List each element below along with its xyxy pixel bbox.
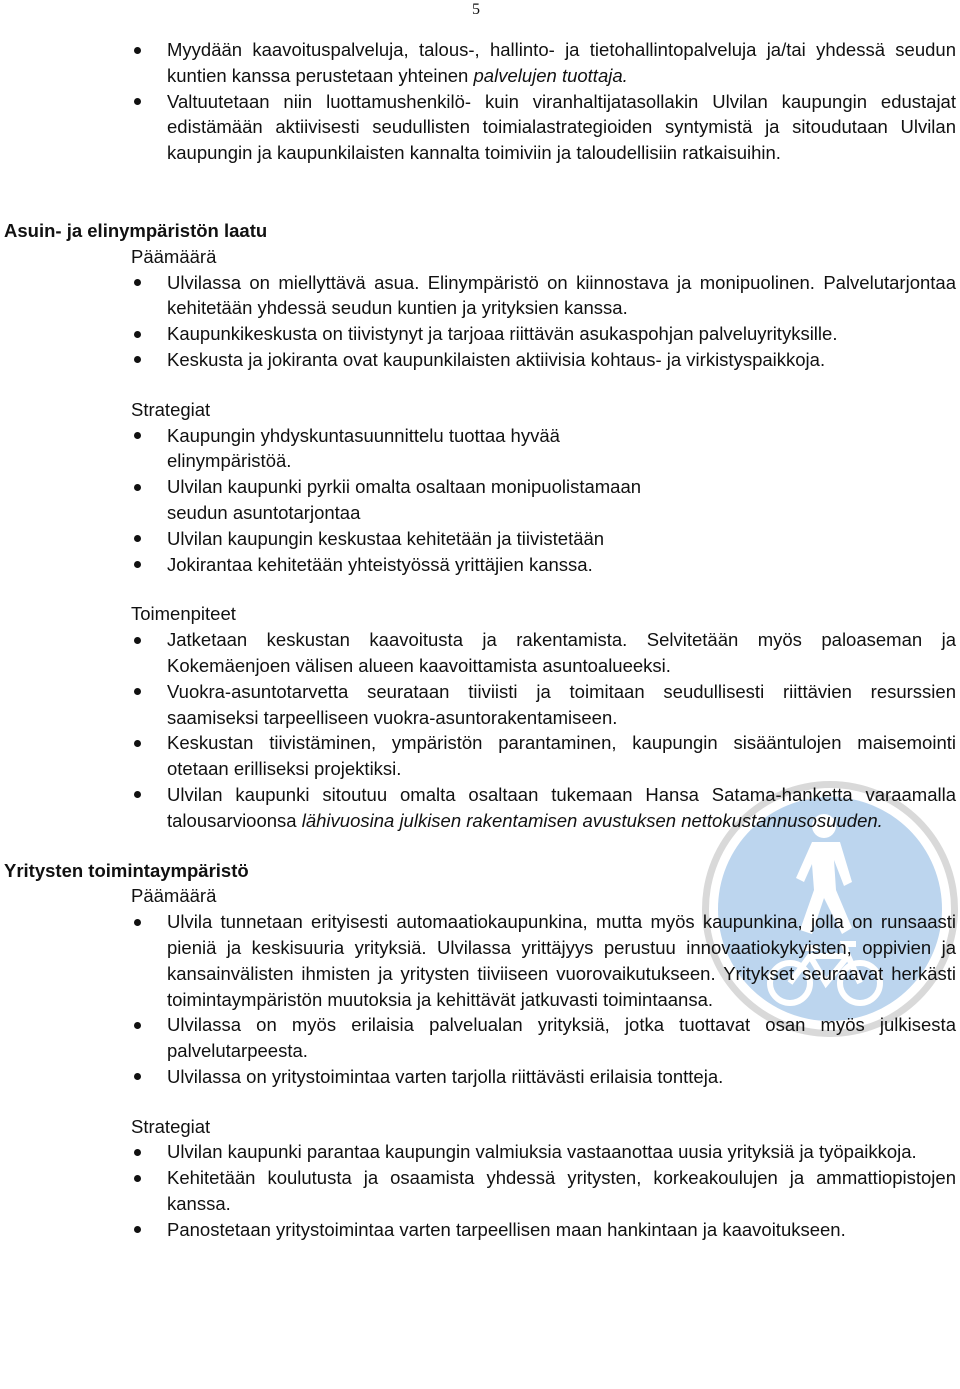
section-title-yritys: Yritysten toimintaympäristö <box>4 859 249 881</box>
action-list <box>0 627 960 833</box>
goal-list <box>0 270 960 373</box>
list-item: Keskustan tiivistäminen, ympäristön parantaminen, kaupungin sisääntulojen maisemointi otetaan erilliseksi projektiksi. <box>0 730 960 782</box>
list-item: Kaupungin yhdyskuntasuunnittelu tuottaa hyvää elinympäristöä. <box>0 423 960 475</box>
list-item: Ulvilassa on myös erilaisia palvelualan yrityksiä, jotka tuottavat osan myös julkisesta palvelutarpeesta. <box>0 1012 960 1064</box>
list-item: Panostetaan yritystoimintaa varten tarpeellisen maan hankintaan ja kaavoitukseen. <box>0 1217 960 1243</box>
list-item: Keskusta ja jokiranta ovat kaupunkilaisten aktiivisia kohtaus- ja virkistyspaikkoja. <box>0 347 960 373</box>
goal-heading: Päämäärä <box>131 245 217 267</box>
list-item: Jatketaan keskustan kaavoitusta ja rakentamista. Selvitetään myös paloaseman ja Kokemäenjoen välisen alueen kaavoittamista asuntoalueeksi. <box>0 627 960 679</box>
goal-heading: Päämäärä <box>131 885 217 907</box>
list-item: Kehitetään koulutusta ja osaamista yhdessä yritysten, korkeakoulujen ja ammattiopistojen kanssa. <box>0 1165 960 1217</box>
list-item: Ulvilan kaupunki sitoutuu omalta osaltaan tukemaan Hansa Satama-hanketta varaamalla talousarvioonsa lähivuosina julkisen rakentamisen avustuksen nettokustannusosuuden. <box>0 782 960 834</box>
list-item: Jokirantaa kehitetään yhteistyössä yrittäjien kanssa. <box>0 552 960 578</box>
list-item: Ulvilan kaupungin keskustaa kehitetään ja tiivistetään <box>0 526 960 552</box>
list-item: Kaupunkikeskusta on tiivistynyt ja tarjoaa riittävän asukaspohjan palveluyrityksille. <box>0 321 960 347</box>
list-item: Vuokra-asuntotarvetta seurataan tiiviisti ja toimitaan seudullisesti riittävien resurssien saamiseksi tarpeelliseen vuokra-asuntorakentamiseen. <box>0 679 960 731</box>
document-body <box>0 37 960 1243</box>
list-item: Valtuutetaan niin luottamushenkilö- kuin viranhaltijatasollakin Ulvilan kaupungin edustajat edistämään aktiivisesti seudullisten toimialastrategioiden syntymistä ja sitoudutaan Ulvilan kaupungin ja kaupunkilaisten kannalta toimiviin ja taloudellisiin ratkaisuihin. <box>0 89 960 166</box>
section-title-asuin: Asuin- ja elinympäristön laatu <box>4 219 268 241</box>
list-item: Ulvilan kaupunki pyrkii omalta osaltaan monipuolistamaan seudun asuntotarjontaa <box>0 474 960 526</box>
strategy-list <box>0 423 960 578</box>
strategy-heading: Strategiat <box>131 1115 211 1137</box>
list-item: Ulvilassa on miellyttävä asua. Elinympäristö on kiinnostava ja monipuolinen. Palvelutarjontaa kehitetään yhdessä seudun kuntien ja yrityksien kanssa. <box>0 270 960 322</box>
list-item: Ulvilan kaupunki parantaa kaupungin valmiuksia vastaanottaa uusia yrityksiä ja työpaikkoja. <box>0 1139 960 1165</box>
action-heading: Toimenpiteet <box>131 603 236 625</box>
intro-list <box>0 37 960 166</box>
list-item: Ulvilassa on yritystoimintaa varten tarjolla riittävästi erilaisia tontteja. <box>0 1064 960 1090</box>
goal-list <box>0 909 960 1090</box>
list-item: Ulvila tunnetaan erityisesti automaatiokaupunkina, mutta myös kaupunkina, jolla on runsaasti pieniä ja keskisuuria yrityksiä. Ulvilassa yrittäjyys perustuu innovaatiokykyisten, oppivien ja kansainvälisten ihmisten ja yritysten tiiviiseen vuorovaikutukseen. Yritykset seuraavat herkästi toimintaympäristön muutoksia ja kehittävät jatkuvasti toimintaansa. <box>0 909 960 1012</box>
strategy-list <box>0 1139 960 1242</box>
list-item: Myydään kaavoituspalveluja, talous-, hallinto- ja tietohallintopalveluja ja/tai yhdessä seudun kuntien kanssa perustetaan yhteinen palvelujen tuottaja. <box>0 37 960 89</box>
page-number: 5 <box>472 1 480 18</box>
strategy-heading: Strategiat <box>131 398 211 420</box>
